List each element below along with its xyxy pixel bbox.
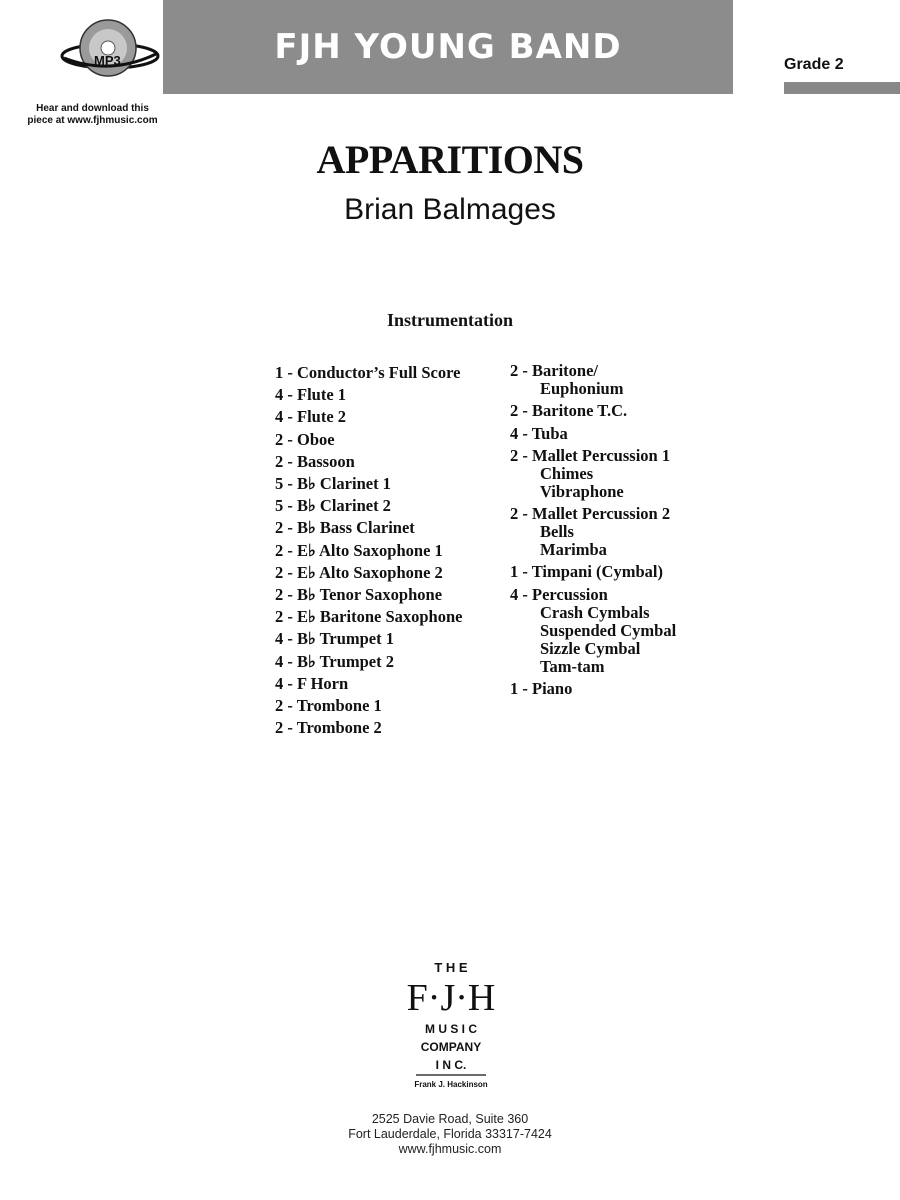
- instrument-part: 1 - Timpani (Cymbal): [510, 562, 663, 582]
- instrument-subpart: Chimes: [540, 463, 594, 483]
- instrument-part: 4 - Flute 1: [275, 385, 347, 405]
- instrument-part: 4 - Percussion: [510, 584, 608, 604]
- instrument-subpart: Marimba: [540, 540, 607, 560]
- instrument-part: 1 - Piano: [510, 679, 573, 699]
- instrument-part: 1 - Conductor’s Full Score: [275, 363, 461, 382]
- mp3-caption-line: piece at www.fjhmusic.com: [27, 115, 158, 126]
- instrument-subpart: Vibraphone: [540, 481, 624, 501]
- instrument-part: 4 - B♭ Trumpet 2: [275, 651, 395, 671]
- instrument-entry: [275, 540, 462, 562]
- instrument-entry: [275, 695, 462, 717]
- instrument-entry: [275, 584, 462, 606]
- instrument-entry: [510, 505, 676, 559]
- instrument-entry: [275, 673, 462, 695]
- instrument-part: 2 - Oboe: [275, 429, 335, 449]
- instrument-part: 4 - Tuba: [510, 423, 568, 443]
- instrument-subpart: Suspended Cymbal: [540, 620, 677, 640]
- cd-disc-icon: [60, 18, 160, 90]
- address-website: www.fjhmusic.com: [398, 1142, 502, 1156]
- piece-title: APPARITIONS: [316, 137, 584, 182]
- composer-name: Brian Balmages: [344, 193, 556, 226]
- instrument-entry: [510, 586, 676, 676]
- instrument-subpart: Bells: [540, 522, 574, 542]
- svg-text:Frank J. Hackinson: Frank J. Hackinson: [414, 1080, 488, 1089]
- instrument-part: 2 - E♭ Baritone Saxophone: [275, 607, 463, 627]
- svg-text:COMPANY: COMPANY: [420, 1040, 482, 1054]
- instrument-subpart: Tam-tam: [540, 656, 605, 676]
- svg-text:I N C.: I N C.: [435, 1058, 467, 1072]
- series-banner: [163, 0, 733, 94]
- instrument-part: 2 - Baritone T.C.: [510, 401, 628, 421]
- instrumentation-column-right: [510, 362, 676, 702]
- instrument-part: 4 - Flute 2: [275, 407, 347, 427]
- svg-text:F·J·H: F·J·H: [406, 977, 496, 1019]
- instrument-entry: [275, 495, 462, 517]
- instrument-entry: [275, 429, 462, 451]
- instrument-part: 2 - Mallet Percussion 1: [510, 445, 671, 465]
- instrument-part: 2 - Trombone 1: [275, 696, 382, 716]
- instrument-entry: [510, 425, 676, 443]
- instrument-subpart: Euphonium: [540, 379, 624, 398]
- instrument-entry: [275, 717, 462, 739]
- instrument-entry: [275, 406, 462, 428]
- instrument-entry: [510, 362, 676, 398]
- instrument-part: 2 - B♭ Tenor Saxophone: [275, 585, 443, 605]
- address-line: 2525 Davie Road, Suite 360: [371, 1112, 529, 1126]
- instrument-entry: [510, 447, 676, 501]
- svg-text:T H E: T H E: [434, 960, 468, 975]
- instrument-entry: [275, 362, 462, 384]
- instrument-subpart: Crash Cymbals: [540, 602, 650, 622]
- instrument-part: 2 - Mallet Percussion 2: [510, 504, 671, 524]
- publisher-address: [0, 1112, 900, 1157]
- instrument-entry: [510, 563, 676, 581]
- series-title: FJH YOUNG BAND: [274, 27, 622, 67]
- instrument-entry: [275, 651, 462, 673]
- instrumentation-column-left: [275, 362, 462, 739]
- grade-label: Grade 2: [784, 56, 844, 73]
- instrument-entry: [275, 606, 462, 628]
- mp3-caption-line: Hear and download this: [36, 103, 149, 114]
- instrument-entry: [510, 402, 676, 420]
- instrument-part: 5 - B♭ Clarinet 1: [275, 474, 391, 494]
- instrumentation-heading: Instrumentation: [386, 310, 513, 330]
- mp3-badge: [20, 18, 165, 126]
- instrument-entry: [275, 451, 462, 473]
- instrument-entry: [275, 384, 462, 406]
- fjh-music-company-logo: [406, 958, 496, 1094]
- instrument-part: 2 - Baritone/: [510, 361, 598, 380]
- instrument-entry: [275, 517, 462, 539]
- mp3-label: MP3: [94, 53, 121, 68]
- instrument-subpart: Sizzle Cymbal: [540, 638, 641, 658]
- grade-bar: [784, 82, 900, 94]
- instrument-part: 4 - F Horn: [275, 673, 349, 693]
- instrument-part: 2 - E♭ Alto Saxophone 1: [275, 540, 443, 560]
- instrument-part: 2 - Bassoon: [275, 451, 355, 471]
- instrument-part: 2 - B♭ Bass Clarinet: [275, 518, 415, 538]
- svg-text:M U S I C: M U S I C: [424, 1022, 478, 1036]
- instrument-entry: [510, 680, 676, 698]
- address-line: Fort Lauderdale, Florida 33317-7424: [348, 1127, 552, 1141]
- instrument-part: 5 - B♭ Clarinet 2: [275, 496, 391, 516]
- instrument-entry: [275, 562, 462, 584]
- instrument-entry: [275, 473, 462, 495]
- instrument-part: 4 - B♭ Trumpet 1: [275, 629, 395, 649]
- instrument-part: 2 - Trombone 2: [275, 718, 382, 738]
- mp3-caption: [20, 103, 165, 127]
- instrument-entry: [275, 628, 462, 650]
- instrument-part: 2 - E♭ Alto Saxophone 2: [275, 562, 443, 582]
